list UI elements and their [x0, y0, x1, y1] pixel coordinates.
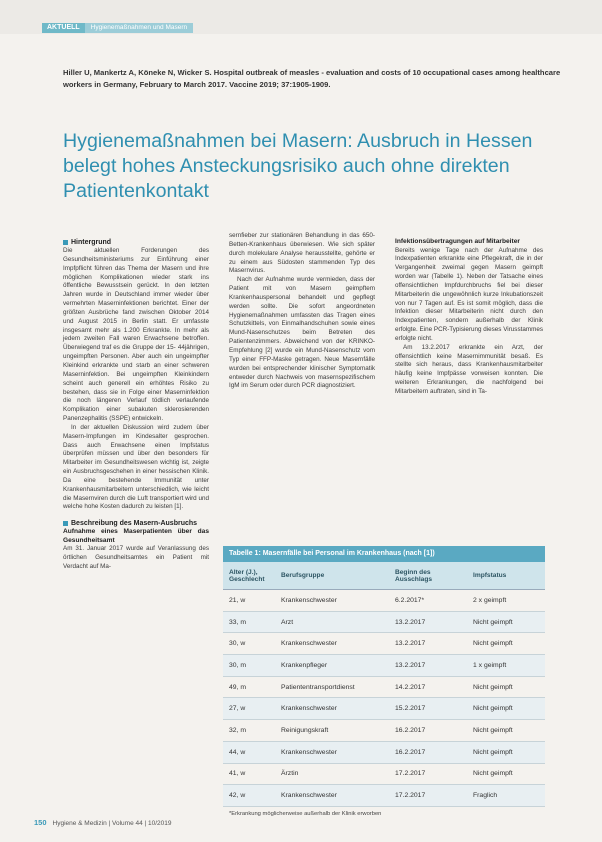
table-footnote: *Erkrankung möglicherweise außerhalb der Klinik erworben	[229, 810, 382, 817]
cell: Krankenschwester	[281, 596, 337, 604]
cell: Arzt	[281, 618, 294, 626]
header-cell: Beginn des Ausschlags	[395, 568, 433, 583]
cell: Nicht geimpft	[473, 726, 513, 734]
paragraph: Die aktuellen Forderungen des Gesundheitsministeriums zur Einführung einer Impfpflicht führen das Thema der Masern und ihre möglichen Komplikationen wieder stark ins öffentliche Bewusstsein gerückt. In den letzten Jahren wurde in Deutschland immer wieder über vermehrten Maserninfektionen berichtet. Einer der größten Ausbrüche fand zwischen Oktober 2014 und August 2015 in Berlin statt. Er umfasste insgesamt mehr als 1.200 Erkrankte. In mehr als jedem zweiten Fall waren Erwachsene betroffen. Überwiegend traf es die Gruppe der 15- 44jährigen, ungeimpften Personen. Aber auch ein ungeimpfter Kleinkind erkrankte und starb an einer schweren Maserninfektion. Bei ungeimpften Kleinkindern scheint auch generell ein erhöhtes Risiko zu bestehen, dass sie in Folge einer Maserninfektion die noch längeren Verlauf tödlich verlaufende Komplikation einer subakuten sklerosierenden Panenzephalitis (SSPE) entwickeln.	[63, 247, 209, 423]
cell: 32, m	[229, 726, 246, 734]
table-title: Tabelle 1: Masernfälle bei Personal im Krankenhaus (nach [1])	[223, 546, 545, 562]
paragraph: In der aktuellen Diskussion wird zudem über Masern-Impfungen im Kindesalter gesprochen. Dass auch Erwachsene einen Impfstatus überprüfen müssen und über den besonders für Mitarbeiter im Gesundheitswesen wichtig ist, zeigte ein Ausbruchsgeschehen in einer hessischen Klinik. Da eine bestehende Immunität unter Krankenhausmitarbeitern unterschiedlich, wie leicht die Masernviren durch die Luft transportiert wird und welche hohe Kosten dadurch zu leisten [1].	[63, 423, 209, 511]
table-row	[223, 633, 545, 655]
cell: 1 x geimpft	[473, 661, 507, 669]
cell: 6.2.2017*	[395, 596, 425, 604]
cell: Nicht geimpft	[473, 683, 513, 691]
table-row	[223, 698, 545, 720]
bullet-square-icon	[63, 240, 68, 245]
cell: 21, w	[229, 596, 246, 604]
table-row	[223, 785, 545, 807]
cell: 33, m	[229, 618, 246, 626]
cell: Krankenschwester	[281, 792, 337, 800]
cell: 13.2.2017	[395, 640, 426, 648]
table-header	[223, 562, 545, 590]
cell: Reinigungskraft	[281, 726, 329, 734]
column-3	[395, 238, 543, 397]
heading-infektion: Infektionsübertragungen auf Mitarbeiter	[395, 238, 520, 245]
cell: 16.2.2017	[395, 726, 426, 734]
paragraph: Am 31. Januar 2017 wurde auf Veranlassung des örtlichen Gesundheitsamtes ein Patient mit Verdacht auf Ma-	[63, 545, 209, 570]
cell: Patiententransportdienst	[281, 683, 355, 691]
cell: 13.2.2017	[395, 618, 426, 626]
table-row	[223, 742, 545, 764]
cell: Krankenschwester	[281, 748, 337, 756]
table-row	[223, 612, 545, 634]
cell: 49, m	[229, 683, 246, 691]
cell: Nicht geimpft	[473, 770, 513, 778]
header-cell: Impfstatus	[473, 572, 507, 579]
cell: Nicht geimpft	[473, 705, 513, 713]
cell: 16.2.2017	[395, 748, 426, 756]
cell: 17.2.2017	[395, 770, 426, 778]
table-row	[223, 764, 545, 786]
section-tag	[42, 23, 193, 33]
subheading: Aufnahme eines Maserpatienten über das Gesundheitsamt	[63, 528, 209, 544]
paragraph: Bereits wenige Tage nach der Aufnahme des Indexpatienten erkrankte eine Pflegekraft, die in der Vergangenheit zweimal gegen Masern geimpft worden war (Tabelle 1). Neben der Tatsache eines offensichtlichen Impfdurchbruchs fiel bei dieser Mitarbeiterin die ungewöhnlich kurze Inkubationszeit von nur 7 Tagen auf. Es ist somit möglich, dass die Infektion dieser Mitarbeiterin nicht durch den Indexpatienten, sondern außerhalb der Klinik erfolgte. Eine PCR-Typisierung dieses Virusstammes erfolgte nicht.	[395, 246, 543, 342]
citation: Hiller U, Mankertz A, Köneke N, Wicker S. Hospital outbreak of measles - evaluation and costs of 10 occupational cases among healthcare workers in Germany, February to March 2017. Vaccine 2019; 37:1905-1909.	[63, 68, 561, 89]
cell: Krankenpfleger	[281, 661, 328, 669]
column-2	[229, 232, 375, 391]
paragraph: sernfieber zur stationären Behandlung in das 650-Betten-Krankenhaus überwiesen. Wie sich später durch molekulare Analyse herausstellte, gehörte er zu einem aus Südosten stammenden Typ des Masernvirus.	[229, 232, 375, 275]
page-footer	[34, 818, 172, 827]
cell: Nicht geimpft	[473, 748, 513, 756]
cell: 2 x geimpft	[473, 596, 507, 604]
cell: 17.2.2017	[395, 792, 426, 800]
journal-info: Hygiene & Medizin | Volume 44 | 10/2019	[52, 820, 172, 827]
page-number: 150	[34, 818, 47, 827]
table-body	[223, 590, 545, 807]
table-1	[223, 546, 545, 817]
cell: 44, w	[229, 748, 246, 756]
cell: 15.2.2017	[395, 705, 426, 713]
cell: 14.2.2017	[395, 683, 426, 691]
cell: Nicht geimpft	[473, 618, 513, 626]
cell: Krankenschwester	[281, 705, 337, 713]
paragraph: Am 13.2.2017 erkrankte ein Arzt, der offensichtlich keine Masernimmunität besaß. Es stellte sich heraus, dass Krankenhausmitarbeiter häufig keine Impfpässe vorweisen konnten. Die weiteren Erkrankungen, die nachfolgend bei Mitarbeitern auftraten, sind in Ta-	[395, 343, 543, 395]
cell: 42, w	[229, 792, 246, 800]
cell: Fraglich	[473, 792, 498, 800]
cell: Nicht geimpft	[473, 640, 513, 648]
paragraph: Nach der Aufnahme wurde vermieden, dass der Patient mit von Masern geimpftem Krankenhauspersonal behandelt und gepflegt werden sollte. Die sofort angeordneten Hygienemaßnahmen umfassten das Tragen eines Schutzkittels, von Einmalhandschuhen sowie eines Mund-Nasenschutzes beim Betreten des Patientenzimmers. Abweichend von der KRINKO-Empfehlung [2] wurde ein Mund-Nasenschutz vom Typ einer FFP-Maske getragen. Neue Masernfälle wurden bei entsprechender klinischer Symptomatik entweder durch Nachweis von masernspezifischem IgM im Serum oder durch PCR diagnostiziert.	[229, 276, 375, 390]
article-title: Hygienemaßnahmen bei Masern: Ausbruch in Hessen belegt hohes Ansteckungsrisiko auch ohne direkten Patientenkontakt	[63, 130, 533, 203]
header-cell: Alter (J.), Geschlecht	[229, 568, 265, 583]
header-cell: Berufsgruppe	[281, 572, 325, 579]
cell: 27, w	[229, 705, 246, 713]
bullet-square-icon	[63, 521, 68, 526]
heading-beschreibung: Beschreibung des Masern-Ausbruchs	[63, 519, 209, 528]
section-label: AKTUELL	[42, 23, 85, 33]
table-row	[223, 655, 545, 677]
cell: Ärztin	[281, 770, 299, 778]
table-row	[223, 720, 545, 742]
heading-hintergrund: Hintergrund	[63, 238, 209, 247]
cell: 41, w	[229, 770, 246, 778]
table-row	[223, 590, 545, 612]
cell: Krankenschwester	[281, 640, 337, 648]
column-1	[63, 238, 209, 572]
cell: 13.2.2017	[395, 661, 426, 669]
subsection-label: Hygienemaßnahmen und Masern	[85, 23, 193, 33]
table-row	[223, 677, 545, 699]
cell: 30, w	[229, 640, 246, 648]
cell: 30, m	[229, 661, 246, 669]
